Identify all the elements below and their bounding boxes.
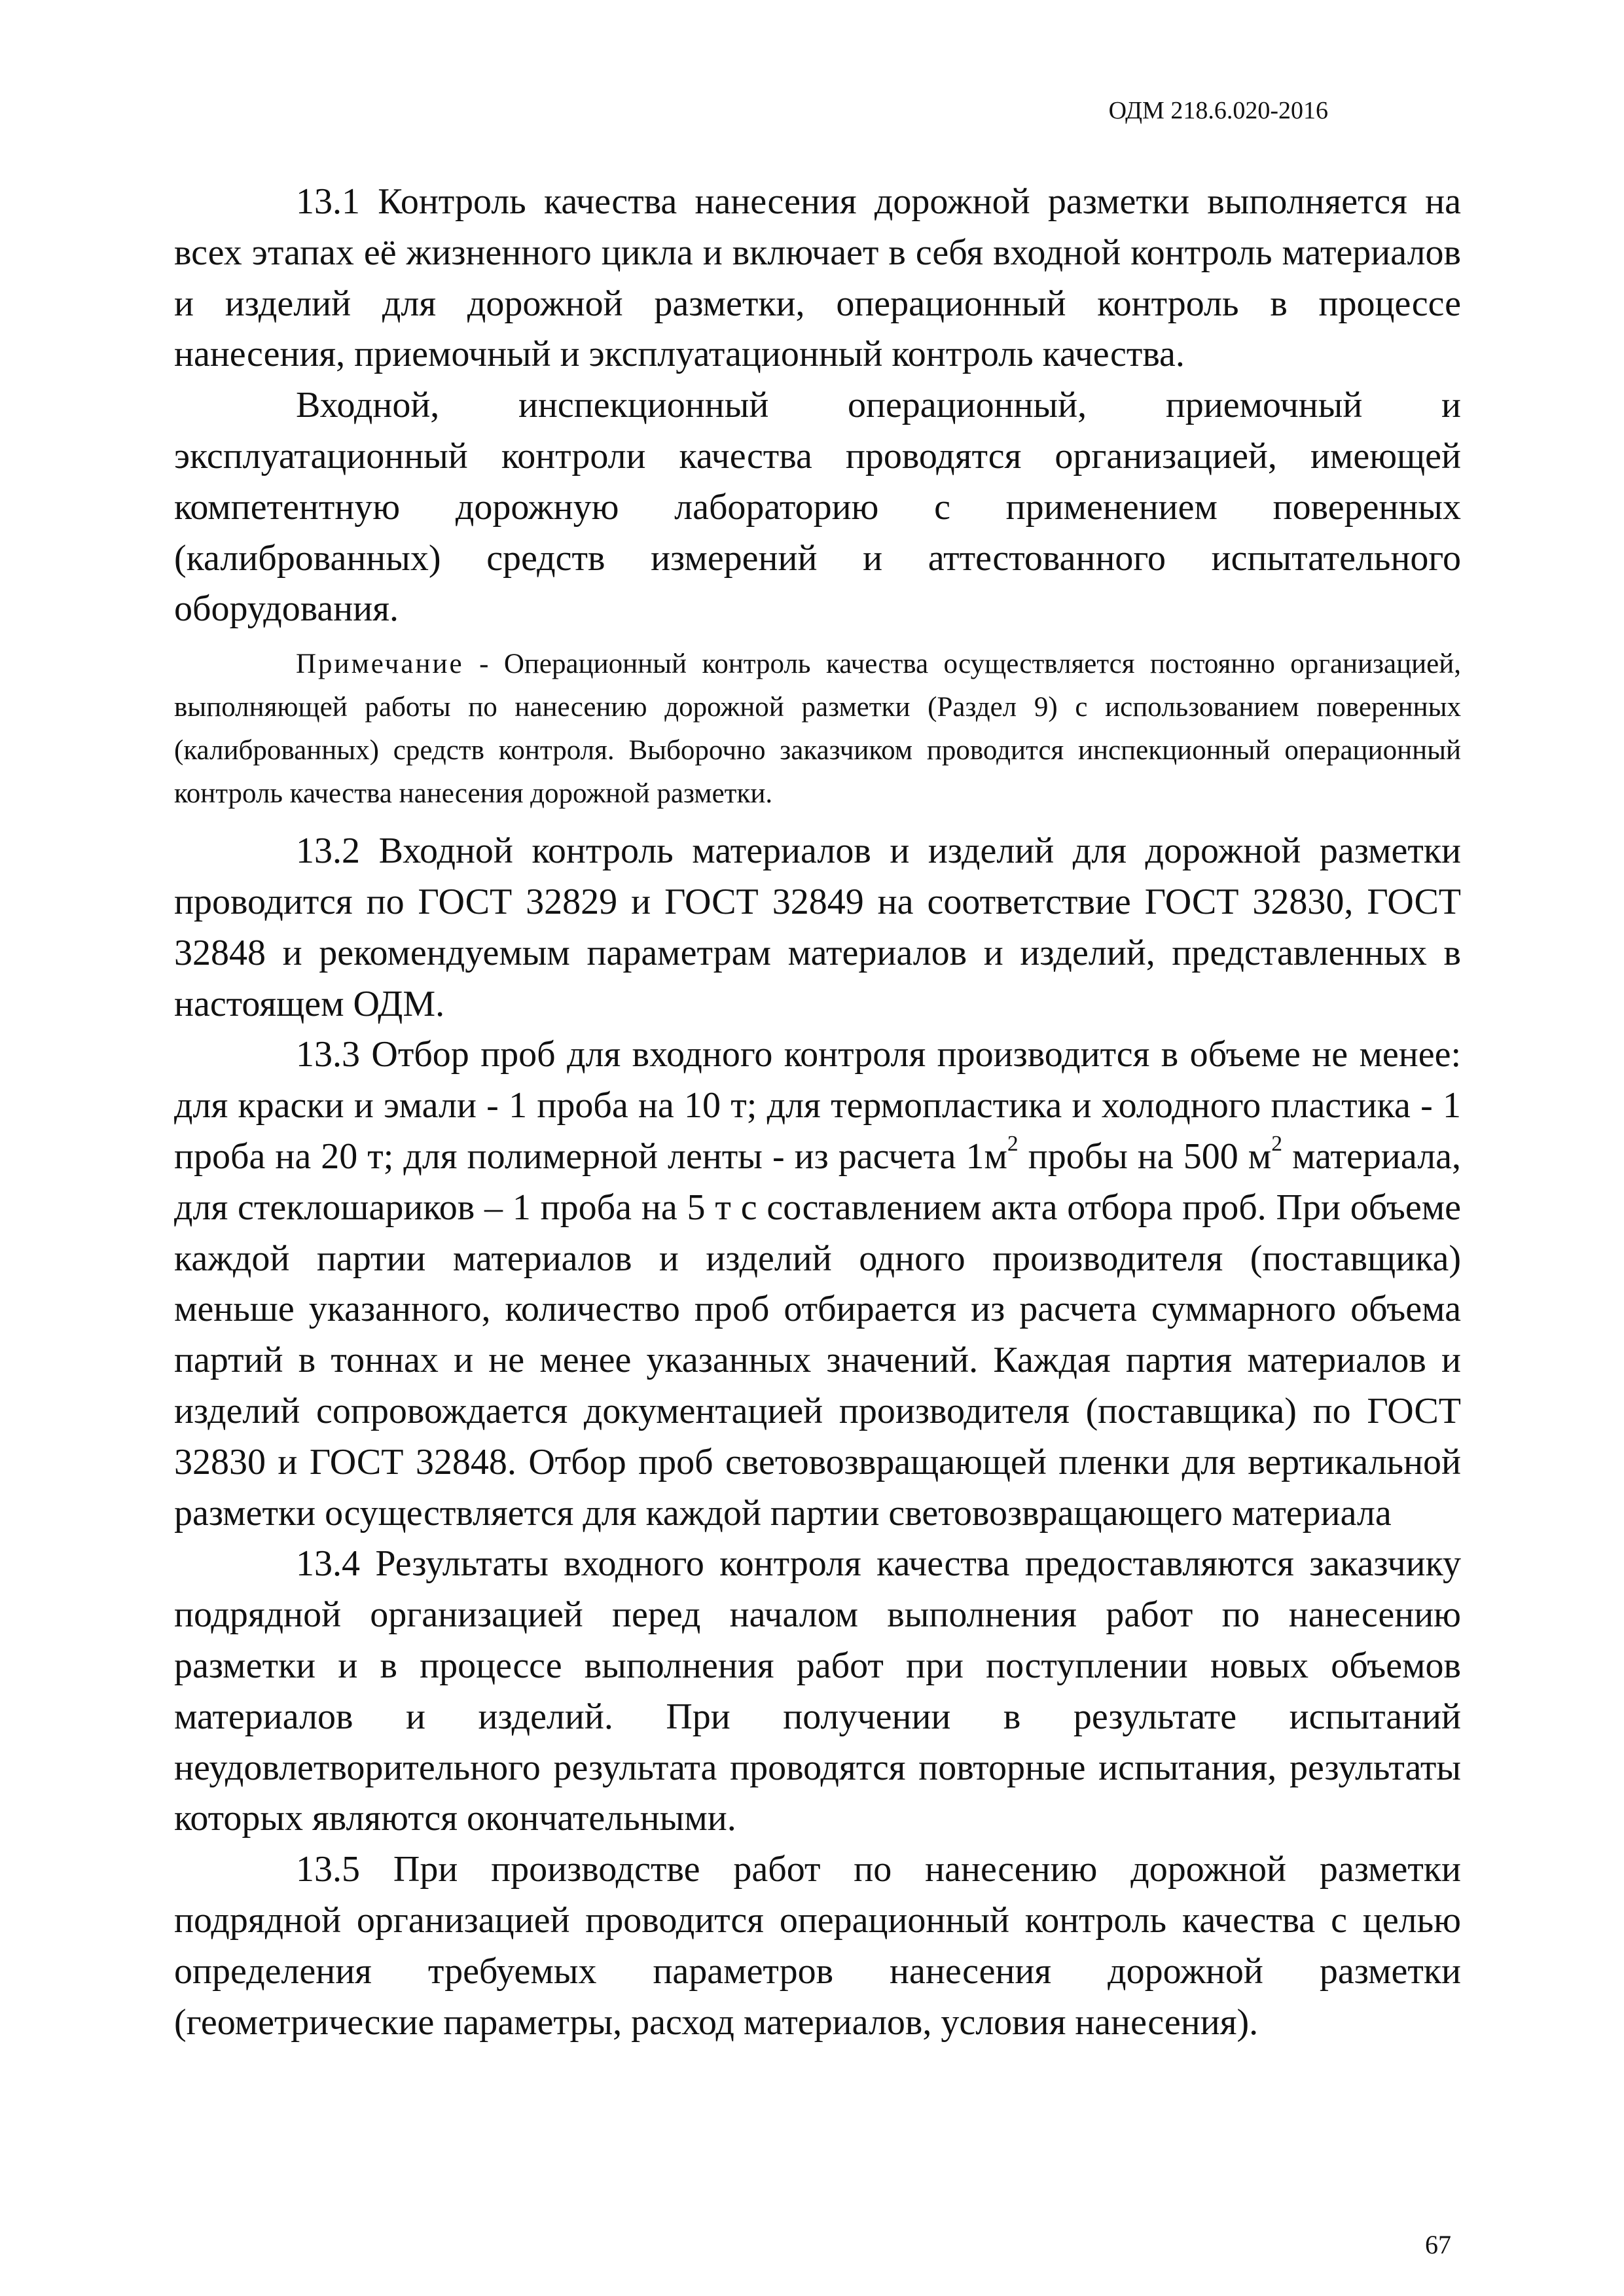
paragraph-13-3-part-c: материала, для стеклошариков – 1 проба на 5 т с составлением акта отбора проб. При объеме каждой партии материалов и изделий одного производителя (поставщика) меньше указанного, количество проб отбирается из расчета суммарного объема партий в тоннах и не менее указанных значений. Каждая партия материалов и изделий сопровождается документацией производителя (поставщика) по ГОСТ 32830 и ГОСТ 32848. Отбор проб световозвращающей пленки для вертикальной разметки осуществляется для каждой партии световозвращающего материала (174, 1136, 1462, 1534)
paragraph-13-5: 13.5 При производстве работ по нанесению дорожной разметки подрядной организацией проводится операционный контроль качества с целью определения требуемых параметров нанесения дорожной разметки (геометрические параметры, расход материалов, условия нанесения). (174, 1849, 1461, 2043)
paragraph-input-control: Входной, инспекционный операционный, приемочный и эксплуатационный контроли качества проводятся организацией, имеющей компетентную дорожную лабораторию с применением поверенных (калиброванных) средств измерений и аттестованного испытательного оборудования. (174, 385, 1461, 630)
document-code: ОДМ 218.6.020-2016 (1108, 97, 1328, 124)
paragraph-13-3-part-b: пробы на 500 м (1018, 1136, 1272, 1177)
note (174, 643, 1461, 816)
superscript-2: 2 (1007, 1132, 1019, 1157)
page-body (174, 177, 1461, 2048)
note-text: - Операционный контроль качества осуществляется постоянно организацией, выполняющей работы по нанесению дорожной разметки (Раздел 9) с использованием поверенных (калиброванных) средств контроля. Выборочно заказчиком проводится инспекционный операционный контроль качества нанесения дорожной разметки. (174, 649, 1461, 810)
page-number: 67 (1425, 2230, 1451, 2259)
note-label: Примечание (296, 649, 464, 680)
paragraph-13-4: 13.4 Результаты входного контроля качества предоставляются заказчику подрядной организацией перед началом выполнения работ по нанесению разметки и в процессе выполнения работ при поступлении новых объемов материалов и изделий. При получении в результате испытаний неудовлетворительного результата проводятся повторные испытания, результаты которых являются окончательными. (174, 1543, 1461, 1839)
paragraph-13-2: 13.2 Входной контроль материалов и изделий для дорожной разметки проводится по ГОСТ 32829 и ГОСТ 32849 на соответствие ГОСТ 32830, ГОСТ 32848 и рекомендуемым параметрам материалов и изделий, представленных в настоящем ОДМ. (174, 831, 1461, 1024)
paragraph-13-3 (174, 1030, 1461, 1539)
superscript-2: 2 (1271, 1132, 1283, 1157)
paragraph-13-1: 13.1 Контроль качества нанесения дорожной разметки выполняется на всех этапах её жизненного цикла и включает в себя входной контроль материалов и изделий для дорожной разметки, операционный контроль в процессе нанесения, приемочный и эксплуатационный контроль качества. (174, 181, 1461, 375)
paragraph-13-3-part-a: 13.3 Отбор проб для входного контроля производится в объеме не менее: для краски и эмали - 1 проба на 10 т; для термопластика и холодного пластика - 1 проба на 20 т; для полимерной ленты - из расчета 1м (174, 1034, 1461, 1177)
